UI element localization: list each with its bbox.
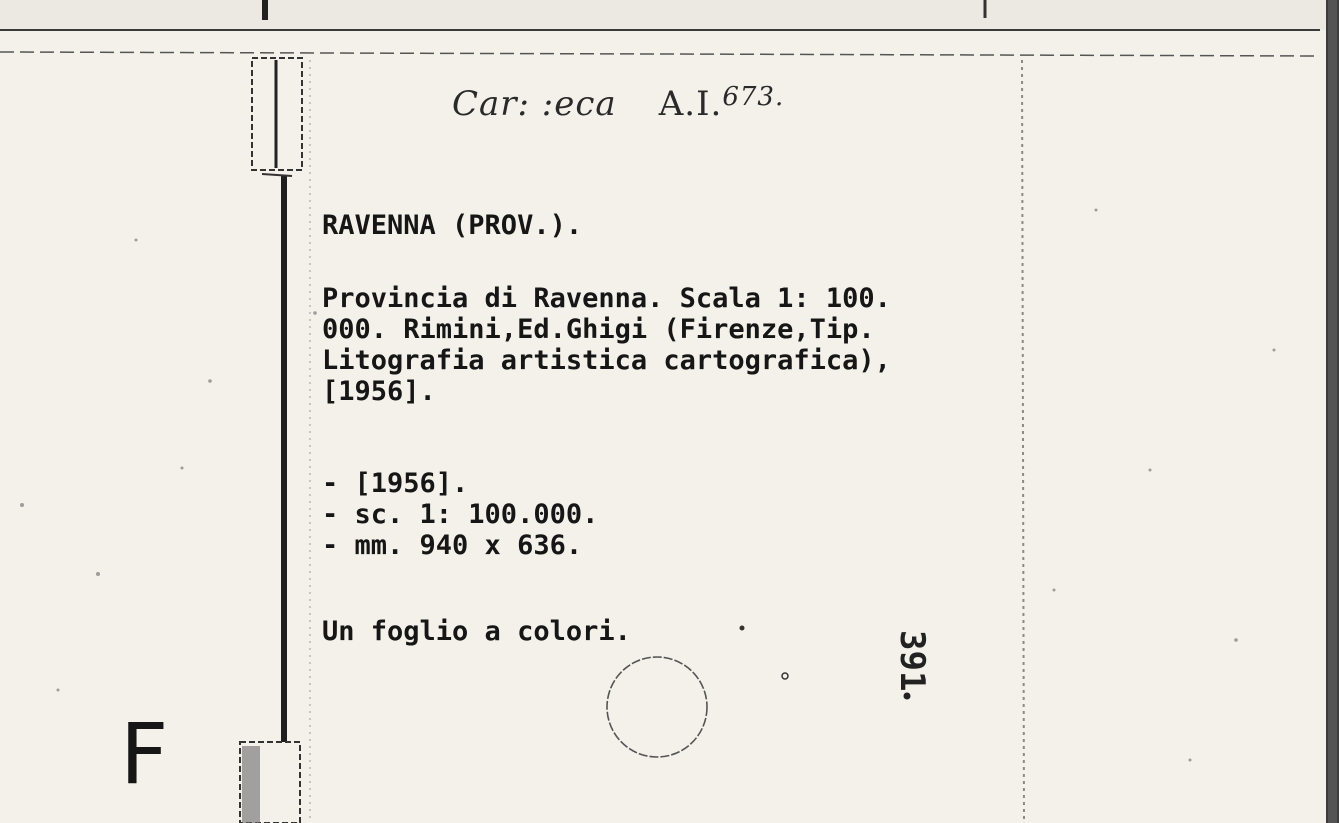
physical-description: Un foglio a colori. <box>322 616 631 647</box>
subject-heading: RAVENNA (PROV.). <box>322 210 583 241</box>
binding-rule-tick-top <box>262 174 292 176</box>
description-line: [1956]. <box>322 376 436 407</box>
detail-date: - [1956]. <box>322 468 469 499</box>
title-description <box>322 283 891 407</box>
detail-dimensions: - mm. 940 x 636. <box>322 530 583 561</box>
shelfmark: A.I. <box>658 84 723 124</box>
top-strip <box>0 0 1339 30</box>
detail-scale: - sc. 1: 100.000. <box>322 499 599 530</box>
stamp-number: 391 <box>892 630 932 692</box>
card-right-edge <box>1022 60 1024 823</box>
shelfmark-number: 673. <box>722 82 785 112</box>
detail-list <box>322 468 598 561</box>
description-line: 000. Rimini,Ed.Ghigi (Firenze,Tip. <box>322 314 875 345</box>
dot-mark-2 <box>904 693 911 700</box>
dot-mark-3 <box>740 626 745 631</box>
top-rule-2 <box>0 52 1320 56</box>
right-border-texture <box>1328 0 1337 823</box>
description-line: Litografia artistica cartografica), <box>322 345 891 376</box>
collection-label: Car: :eca <box>452 84 617 124</box>
punch-hole <box>607 657 707 757</box>
binding-lower-fill <box>242 746 260 823</box>
card-heading <box>452 84 784 124</box>
handwritten-letter-mark: F <box>120 705 169 803</box>
dot-mark-1 <box>782 673 788 679</box>
description-line: Provincia di Ravenna. Scala 1: 100. <box>322 283 891 314</box>
